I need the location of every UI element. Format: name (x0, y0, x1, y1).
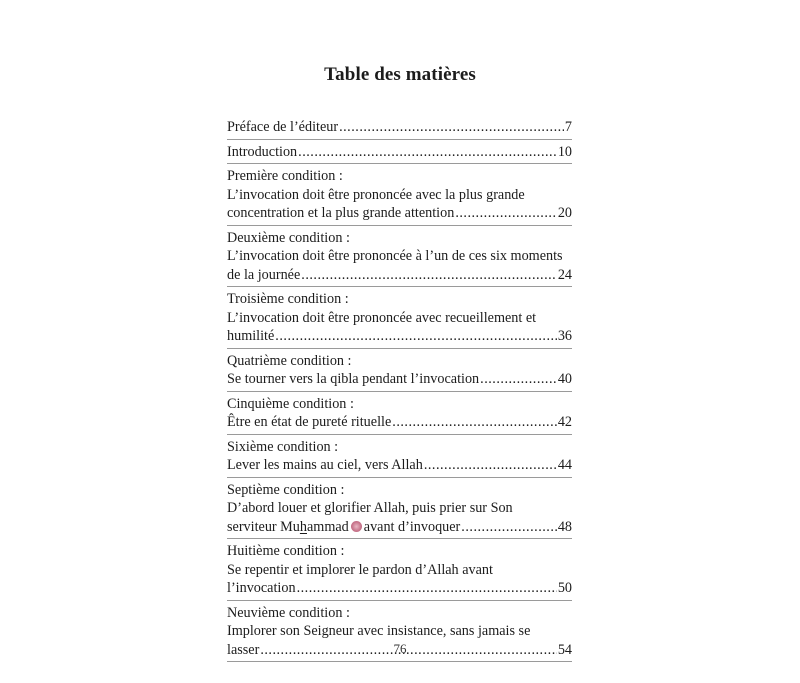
toc-entry-text: L’invocation doit être prononcée avec recueillement et (227, 309, 537, 326)
toc-line (227, 204, 572, 223)
toc-entry-text: Se repentir et implorer le pardon d’Allah avant (227, 561, 493, 578)
dot-leader (301, 266, 557, 285)
toc-entry-heading: Deuxième condition : (227, 229, 350, 246)
dot-leader (339, 118, 564, 137)
toc-page-number: 24 (557, 266, 572, 283)
dot-leader (275, 327, 557, 346)
toc-entry-condition-5 (227, 395, 572, 435)
toc-entry-heading: Septième condition : (227, 481, 345, 498)
page-number: 76 (393, 641, 407, 656)
toc-entry-heading: Quatrième condition : (227, 352, 352, 369)
salawat-symbol-icon (351, 521, 362, 532)
toc-entry-text: Préface de l’éditeur (227, 119, 339, 135)
toc-page-number: 20 (557, 205, 572, 221)
toc-entry-condition-4 (227, 352, 572, 392)
dot-leader (298, 143, 557, 162)
toc-entry-heading: Huitième condition : (227, 543, 345, 559)
toc-entry-text: Se tourner vers la qibla pendant l’invocation (227, 371, 480, 387)
toc-line (227, 579, 572, 598)
toc-page-number: 54 (557, 641, 572, 658)
toc-entry-heading: Cinquième condition : (227, 395, 354, 412)
toc-entry-text: concentration et la plus grande attention (227, 205, 455, 221)
toc-entry-condition-7 (227, 481, 572, 540)
toc-entry-text: de la journée (227, 266, 301, 283)
toc-entry-heading: Neuvième condition : (227, 604, 350, 621)
dot-leader (297, 579, 557, 598)
toc-entry-text: D’abord louer et glorifier Allah, puis prier sur Son (227, 500, 513, 516)
toc-entry-introduction (227, 143, 572, 165)
toc-page-number: 10 (557, 143, 572, 160)
toc-entry-text: Être en état de pureté rituelle (227, 414, 392, 430)
toc-line (227, 118, 572, 137)
toc-page-number: 48 (557, 518, 572, 535)
toc-entry-preface (227, 118, 572, 140)
dot-leader (461, 518, 557, 537)
toc-text-part: avant d’invoquer (363, 518, 461, 535)
toc-line (227, 266, 572, 285)
toc-entry-condition-2 (227, 229, 572, 288)
toc-line (227, 327, 572, 346)
toc-line (227, 518, 572, 537)
toc-entry-text: l’invocation (227, 580, 296, 596)
toc-entry-text: humilité (227, 328, 275, 344)
toc-entry-text: L’invocation doit être prononcée à l’un de ces six moments (227, 248, 563, 264)
toc-line (227, 456, 572, 475)
toc-entry-condition-3 (227, 290, 572, 349)
transliteration-underline: h (299, 518, 307, 535)
toc-page-number: 7 (564, 119, 572, 135)
toc-entry-text: L’invocation doit être prononcée avec la plus grande (227, 186, 525, 203)
toc-title: Table des matières (324, 64, 476, 85)
toc-entry-text: Implorer son Seigneur avec insistance, sans jamais se (227, 623, 531, 639)
toc-page-number: 50 (557, 580, 572, 596)
toc-entry-text: Lever les mains au ciel, vers Allah (227, 457, 423, 473)
toc-entry-text (227, 518, 460, 537)
toc-line (227, 370, 572, 389)
toc-entry-text: Introduction (227, 143, 298, 160)
dot-leader (392, 413, 557, 432)
toc-text-part: ammad (307, 518, 349, 535)
toc-entry-heading: Première condition : (227, 168, 343, 184)
dot-leader (480, 370, 557, 389)
table-of-contents (227, 118, 572, 665)
dot-leader (455, 204, 557, 223)
toc-text-part: serviteur Mu (227, 518, 300, 535)
toc-entry-condition-8 (227, 542, 572, 601)
toc-entry-heading: Sixième condition : (227, 438, 339, 455)
toc-page-number: 42 (557, 414, 572, 430)
toc-page-number: 40 (557, 371, 572, 387)
toc-entry-condition-6 (227, 438, 572, 478)
toc-page-number: 44 (557, 457, 572, 473)
toc-line (227, 143, 572, 162)
toc-page-number: 36 (557, 328, 572, 344)
toc-line (227, 413, 572, 432)
toc-entry-text: lasser (227, 641, 260, 658)
dot-leader (424, 456, 557, 475)
toc-entry-heading: Troisième condition : (227, 291, 349, 307)
toc-entry-condition-1 (227, 167, 572, 226)
